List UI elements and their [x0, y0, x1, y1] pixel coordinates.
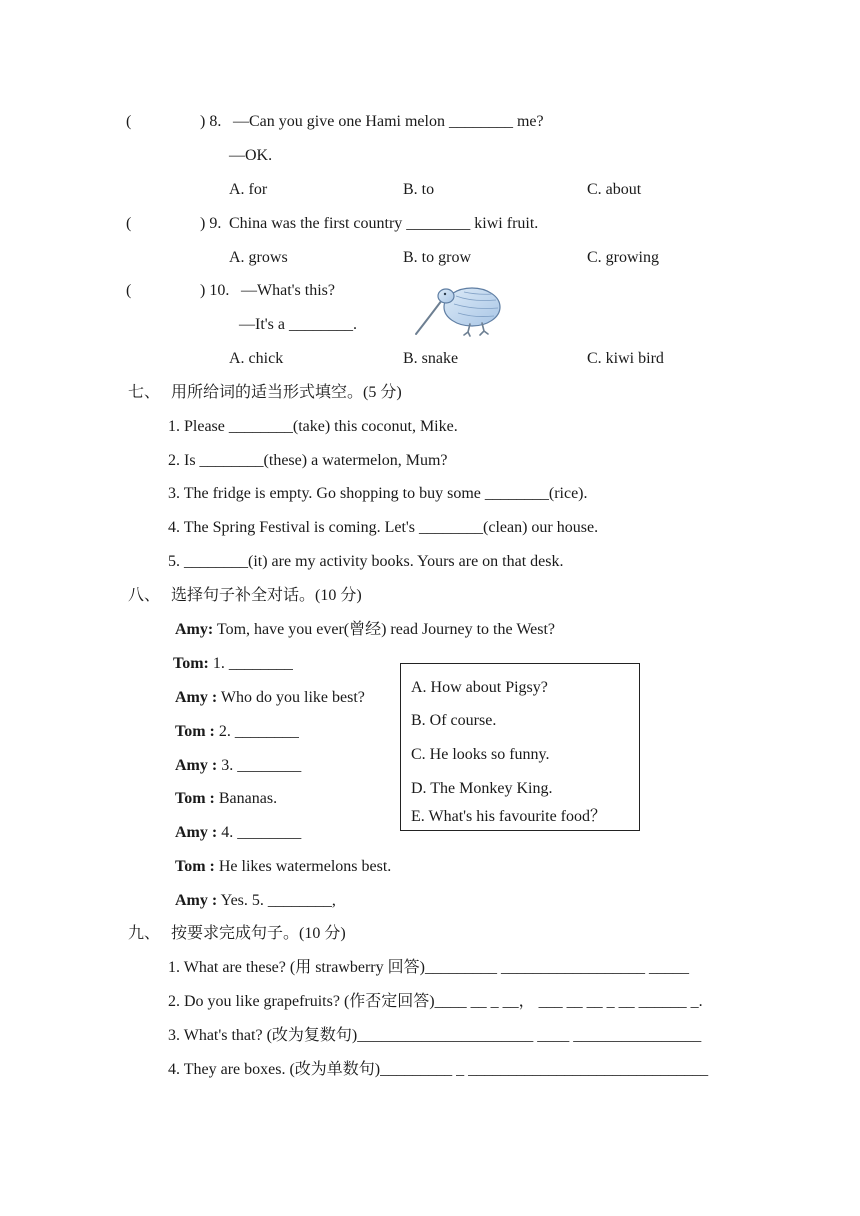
answer-paren-open: (	[126, 282, 132, 299]
utterance: He likes watermelons best.	[214, 858, 392, 875]
kiwi-bird-illustration	[412, 282, 504, 338]
speaker: Amy :	[175, 824, 218, 841]
question-8-reply: —OK.	[229, 147, 273, 164]
utterance: 1. ________	[208, 655, 293, 672]
question-8-option-c: C. about	[587, 181, 642, 198]
choice-c: C. He looks so funny.	[411, 746, 550, 763]
utterance: Bananas.	[214, 790, 278, 807]
speaker: Amy :	[175, 892, 218, 909]
section-8-title: 选择句子补全对话。(10 分)	[171, 587, 362, 604]
choice-a: A. How about Pigsy?	[411, 679, 548, 696]
question-10-number: ) 10.	[200, 282, 230, 299]
dialogue-line	[175, 688, 365, 708]
question-10-option-c: C. kiwi bird	[587, 350, 664, 367]
dialogue-line	[175, 857, 391, 877]
section-8-number: 八、	[128, 587, 161, 604]
question-10-reply: —It's a ________.	[239, 316, 357, 333]
question-9-option-a: A. grows	[229, 249, 288, 266]
question-10-option-a: A. chick	[229, 350, 284, 367]
question-8-option-b: B. to	[403, 181, 435, 198]
utterance: Tom, have you ever(曾经) read Journey to the West?	[213, 621, 556, 638]
speaker: Amy :	[175, 689, 218, 706]
dialogue-line	[175, 722, 299, 742]
section-7-item-3: 3. The fridge is empty. Go shopping to buy some ________(rice).	[168, 485, 588, 502]
speaker: Tom:	[173, 655, 209, 672]
utterance: 4. ________	[217, 824, 302, 841]
answer-paren-open: (	[126, 215, 132, 232]
section-7-title: 用所给词的适当形式填空。(5 分)	[171, 384, 402, 401]
question-8-option-a: A. for	[229, 181, 268, 198]
section-9-item-4: 4. They are boxes. (改为单数句)_________ _ ______________________________	[168, 1061, 709, 1078]
dialogue-line	[175, 789, 277, 809]
dialogue-line	[175, 756, 301, 776]
question-10-text: —What's this?	[241, 282, 335, 299]
section-9-item-1: 1. What are these? (用 strawberry 回答)_________ __________________ _____	[168, 959, 689, 976]
speaker: Amy :	[175, 757, 218, 774]
dialogue-line	[173, 654, 293, 674]
section-7-item-1: 1. Please ________(take) this coconut, Mike.	[168, 418, 458, 435]
choice-d: D. The Monkey King.	[411, 780, 553, 797]
question-9-text: China was the first country ________ kiwi fruit.	[229, 215, 539, 232]
dialogue-line	[175, 891, 336, 911]
section-9-item-3: 3. What's that? (改为复数句)______________________ ____ ________________	[168, 1027, 702, 1044]
section-9-number: 九、	[128, 925, 161, 942]
question-10-option-b: B. snake	[403, 350, 459, 367]
utterance: Yes. 5. ________,	[217, 892, 336, 909]
question-9-option-c: C. growing	[587, 249, 659, 266]
question-8-text: —Can you give one Hami melon ________ me?	[233, 113, 544, 130]
utterance: Who do you like best?	[217, 689, 365, 706]
speaker: Tom :	[175, 858, 215, 875]
choice-e: E. What's his favourite food？	[411, 808, 606, 825]
section-7-item-5: 5. ________(it) are my activity books. Yours are on that desk.	[168, 553, 564, 570]
choice-b: B. Of course.	[411, 712, 497, 729]
question-9-option-b: B. to grow	[403, 249, 471, 266]
dialogue-line	[175, 620, 555, 640]
question-9-number: ) 9.	[200, 215, 222, 232]
section-7-number: 七、	[128, 384, 161, 401]
question-8-number: ) 8.	[200, 113, 222, 130]
speaker: Tom :	[175, 723, 215, 740]
speaker: Amy:	[175, 621, 214, 638]
speaker: Tom :	[175, 790, 215, 807]
section-9-item-2: 2. Do you like grapefruits? (作否定回答)____ __ _ __， ___ __ __ _ __ ______ _.	[168, 993, 703, 1010]
answer-paren-open: (	[126, 113, 132, 130]
choices-box	[400, 663, 640, 831]
dialogue-line	[175, 823, 301, 843]
section-9-title: 按要求完成句子。(10 分)	[171, 925, 346, 942]
section-7-item-4: 4. The Spring Festival is coming. Let's ________(clean) our house.	[168, 519, 599, 536]
section-7-item-2: 2. Is ________(these) a watermelon, Mum?	[168, 452, 448, 469]
utterance: 3. ________	[217, 757, 302, 774]
utterance: 2. ________	[214, 723, 299, 740]
